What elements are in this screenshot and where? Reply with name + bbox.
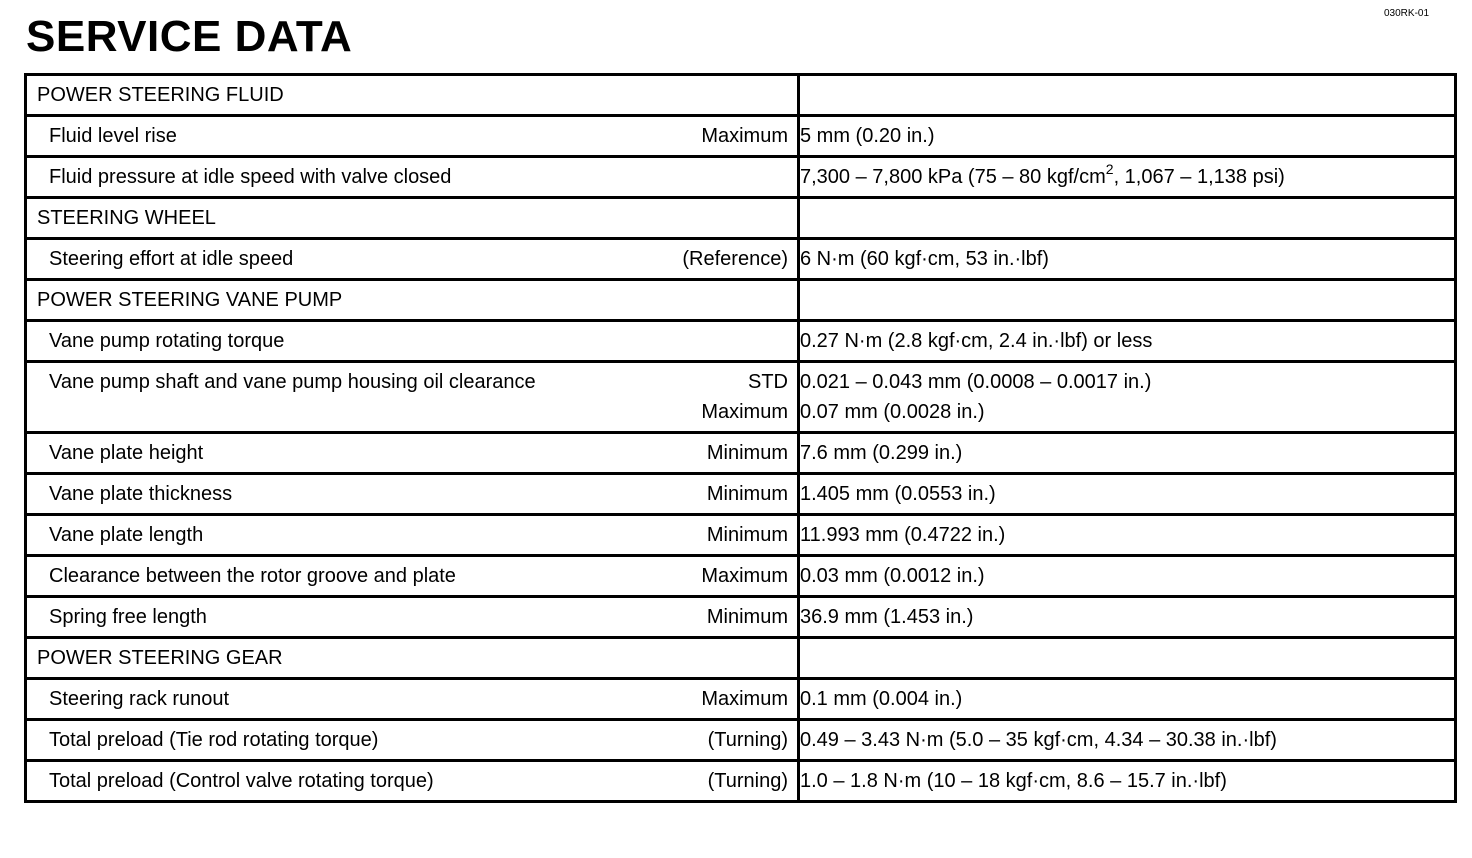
section-heading: STEERING WHEEL: [37, 207, 216, 229]
table-row: [26, 474, 1456, 515]
spec-label-cell: [26, 761, 799, 802]
spec-label-cell: [26, 433, 799, 474]
table-row: [26, 515, 1456, 556]
table-row: [26, 362, 1456, 433]
spec-value-text: 0.07 mm (0.0028 in.): [800, 401, 985, 423]
table-row-section: [26, 75, 1456, 116]
spec-label-cell: [26, 75, 799, 116]
spec-condition: Maximum: [701, 688, 788, 710]
spec-condition: (Turning): [707, 729, 788, 751]
table-row: [26, 597, 1456, 638]
spec-value: [799, 157, 1456, 198]
spec-item-label: Spring free length: [49, 606, 207, 628]
table-row: [26, 157, 1456, 198]
table-row-section: [26, 198, 1456, 239]
spec-label-cell: [26, 362, 799, 433]
service-data-table: [24, 73, 1457, 803]
spec-item-label: Fluid pressure at idle speed with valve closed: [49, 166, 452, 188]
spec-condition: Maximum: [701, 565, 788, 587]
spec-label-cell: [26, 239, 799, 280]
spec-value: [799, 638, 1456, 679]
spec-item-label: Total preload (Control valve rotating torque): [49, 770, 434, 792]
spec-item-label: Vane plate length: [49, 524, 204, 546]
spec-value: [799, 362, 1456, 433]
table-row: [26, 239, 1456, 280]
table-row-section: [26, 638, 1456, 679]
section-heading: POWER STEERING FLUID: [37, 84, 284, 106]
spec-value: 1.405 mm (0.0553 in.): [799, 474, 1456, 515]
spec-item-label: Vane pump shaft and vane pump housing oil clearance: [49, 371, 536, 393]
table-row: [26, 556, 1456, 597]
spec-item-label: Steering rack runout: [49, 688, 230, 710]
spec-value: 36.9 mm (1.453 in.): [799, 597, 1456, 638]
spec-label-cell: [26, 474, 799, 515]
spec-value: [799, 280, 1456, 321]
spec-label-cell: [26, 198, 799, 239]
spec-label-cell: [26, 679, 799, 720]
table-row: [26, 679, 1456, 720]
spec-condition: Minimum: [706, 442, 788, 464]
spec-item-label: Fluid level rise: [49, 125, 177, 147]
spec-item-label: Vane plate height: [49, 442, 204, 464]
spec-value: 0.27 N·m (2.8 kgf·cm, 2.4 in.·lbf) or less: [799, 321, 1456, 362]
spec-condition: Minimum: [706, 524, 788, 546]
spec-value: 7.6 mm (0.299 in.): [799, 433, 1456, 474]
section-heading: POWER STEERING GEAR: [37, 647, 283, 669]
table-row: [26, 761, 1456, 802]
spec-value-text: , 1,067 – 1,138 psi): [1113, 166, 1285, 188]
spec-label-cell: [26, 116, 799, 157]
document-code: 030RK-01: [1384, 8, 1430, 19]
superscript: 2: [1105, 161, 1114, 177]
spec-value: 5 mm (0.20 in.): [799, 116, 1456, 157]
section-heading: POWER STEERING VANE PUMP: [37, 289, 343, 311]
spec-label-cell: [26, 515, 799, 556]
spec-item-label: Steering effort at idle speed: [49, 248, 294, 270]
table-row: [26, 720, 1456, 761]
spec-condition: Maximum: [701, 125, 788, 147]
spec-label-cell: [26, 321, 799, 362]
spec-item-label: Total preload (Tie rod rotating torque): [49, 729, 379, 751]
spec-condition: (Turning): [707, 770, 788, 792]
spec-value: 0.03 mm (0.0012 in.): [799, 556, 1456, 597]
table-row: [26, 116, 1456, 157]
spec-value-text: 7,300 – 7,800 kPa (75 – 80 kgf/cm: [800, 166, 1106, 188]
spec-condition-group: [701, 370, 797, 424]
spec-value: [799, 198, 1456, 239]
spec-condition: Minimum: [706, 606, 788, 628]
spec-label-cell: [26, 720, 799, 761]
spec-label-cell: [26, 638, 799, 679]
spec-item-label: Vane plate thickness: [49, 483, 233, 505]
spec-label-cell: [26, 597, 799, 638]
page-title: SERVICE DATA: [26, 12, 353, 61]
spec-label-cell: [26, 280, 799, 321]
spec-value: 11.993 mm (0.4722 in.): [799, 515, 1456, 556]
spec-condition: Maximum: [701, 401, 788, 423]
spec-item-label: Clearance between the rotor groove and plate: [49, 565, 456, 587]
spec-value-text: 0.021 – 0.043 mm (0.0008 – 0.0017 in.): [800, 371, 1152, 393]
table-row: [26, 321, 1456, 362]
spec-condition: (Reference): [682, 248, 788, 270]
spec-item-label: Vane pump rotating torque: [49, 330, 285, 352]
spec-value: 0.1 mm (0.004 in.): [799, 679, 1456, 720]
spec-condition: STD: [748, 371, 788, 393]
spec-label-cell: [26, 556, 799, 597]
spec-value: [799, 75, 1456, 116]
table-row-section: [26, 280, 1456, 321]
spec-condition: Minimum: [706, 483, 788, 505]
spec-value: 0.49 – 3.43 N·m (5.0 – 35 kgf·cm, 4.34 – 30.38 in.·lbf): [799, 720, 1456, 761]
spec-value: 6 N·m (60 kgf·cm, 53 in.·lbf): [799, 239, 1456, 280]
table-row: [26, 433, 1456, 474]
spec-value: 1.0 – 1.8 N·m (10 – 18 kgf·cm, 8.6 – 15.7 in.·lbf): [799, 761, 1456, 802]
spec-label-cell: [26, 157, 799, 198]
